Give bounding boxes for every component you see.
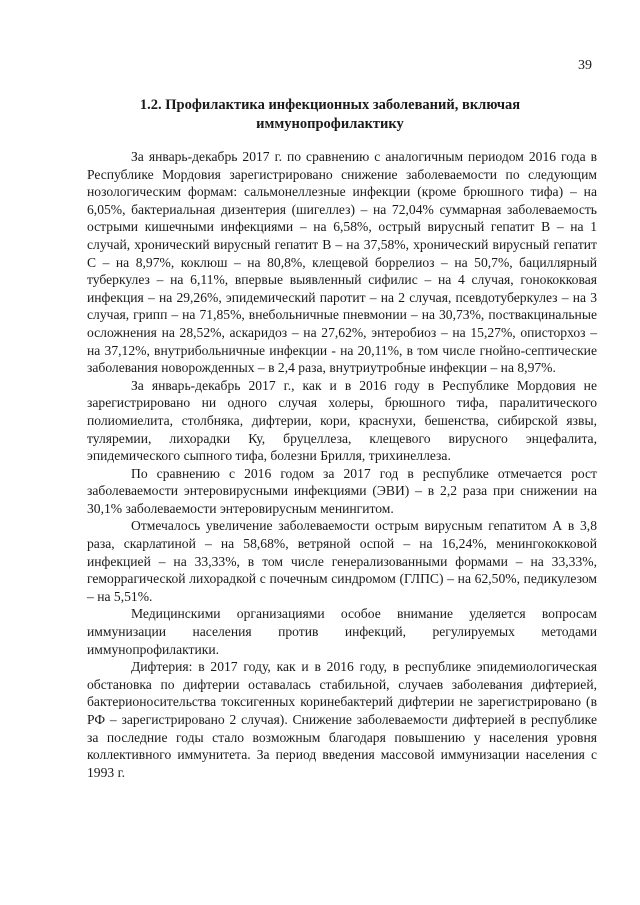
section-heading-line-2: иммунопрофилактику: [256, 116, 404, 132]
paragraph-immunization: Медицинскими организациями особое внимание уделяется вопросам иммунизации населения против инфекций, регулируемых методами иммунопрофилактики.: [87, 606, 597, 657]
paragraph-increase: Отмечалось увеличение заболеваемости острым вирусным гепатитом А в 3,8 раза, скарлатиной – на 58,68%, ветряной оспой – на 16,24%, менингококковой инфекцией – на 33,33%, в том числе генерализованными формами – на 33,33%, геморрагической лихорадкой с почечным синдромом (ГЛПС) – на 62,50%, педикулезом – на 5,51%.: [87, 518, 597, 604]
section-heading: [60, 96, 600, 134]
paragraph-evi: По сравнению с 2016 годом за 2017 год в республике отмечается рост заболеваемости энтеровирусными инфекциями (ЭВИ) – в 2,2 раза при снижении на 30,1% заболеваемости энтеровирусным менингитом.: [87, 465, 597, 516]
section-heading-line-1: 1.2. Профилактика инфекционных заболеваний, включая: [139, 97, 521, 113]
page-number: 39: [578, 58, 592, 73]
paragraph-diphtheria: Дифтерия: в 2017 году, как и в 2016 году, в республике эпидемиологическая обстановка по дифтерии оставалась стабильной, случаев заболевания дифтерией, бактерионосительства токсигенных коринебактерий дифтерии не зарегистрировано (в РФ – зарегистрировано 2 случая). Снижение заболеваемости дифтерией в республике за последние годы стало возможным благодаря повышению у населения уровня коллективного иммунитета. За период введения массовой иммунизации населения с 1993 г.: [87, 659, 597, 780]
paragraph-not-registered: За январь-декабрь 2017 г., как и в 2016 году в Республике Мордовия не зарегистрировано ни одного случая холеры, брюшного тифа, паралитического полиомиелита, столбняка, дифтерии, кори, краснухи, бешенства, сибирской язвы, туляремии, лихорадки Ку, бруцеллеза, клещевого вирусного энцефалита, эпидемического сыпного тифа, болезни Брилля, трихинеллеза.: [87, 377, 597, 464]
document-body: [87, 148, 597, 781]
paragraph-decrease: За январь-декабрь 2017 г. по сравнению с аналогичным периодом 2016 года в Республике Мордовия зарегистрировано снижение заболеваемости по следующим нозологическим формам: сальмонеллезные инфекции (кроме брюшного тифа) – на 6,05%, бактериальная дизентерия (шигеллез) – на 72,04% суммарная заболеваемость острыми кишечными инфекциями – на 6,58%, острый вирусный гепатит В – на 1 случай, хронический вирусный гепатит В – на 37,58%, хронический вирусный гепатит С – на 8,97%, коклюш – на 80,8%, клещевой боррелиоз – на 50,7%, бациллярный туберкулез – на 6,11%, впервые выявленный сифилис – на 4 случая, гонококковая инфекция – на 29,26%, эпидемический паротит – на 2 случая, псевдотуберкулез – на 3 случая, грипп – на 71,85%, внебольничные пневмонии – на 30,73%, поствакцинальные осложнения на 28,52%, аскаридоз – на 27,62%, энтеробиоз – на 15,27%, описторхоз – на 37,12%, внутрибольничные инфекции - на 20,11%, в том числе гнойно-септические заболевания новорожденных – в 2,4 раза, внутриутробные инфекции – на 8,97%.: [87, 149, 597, 376]
